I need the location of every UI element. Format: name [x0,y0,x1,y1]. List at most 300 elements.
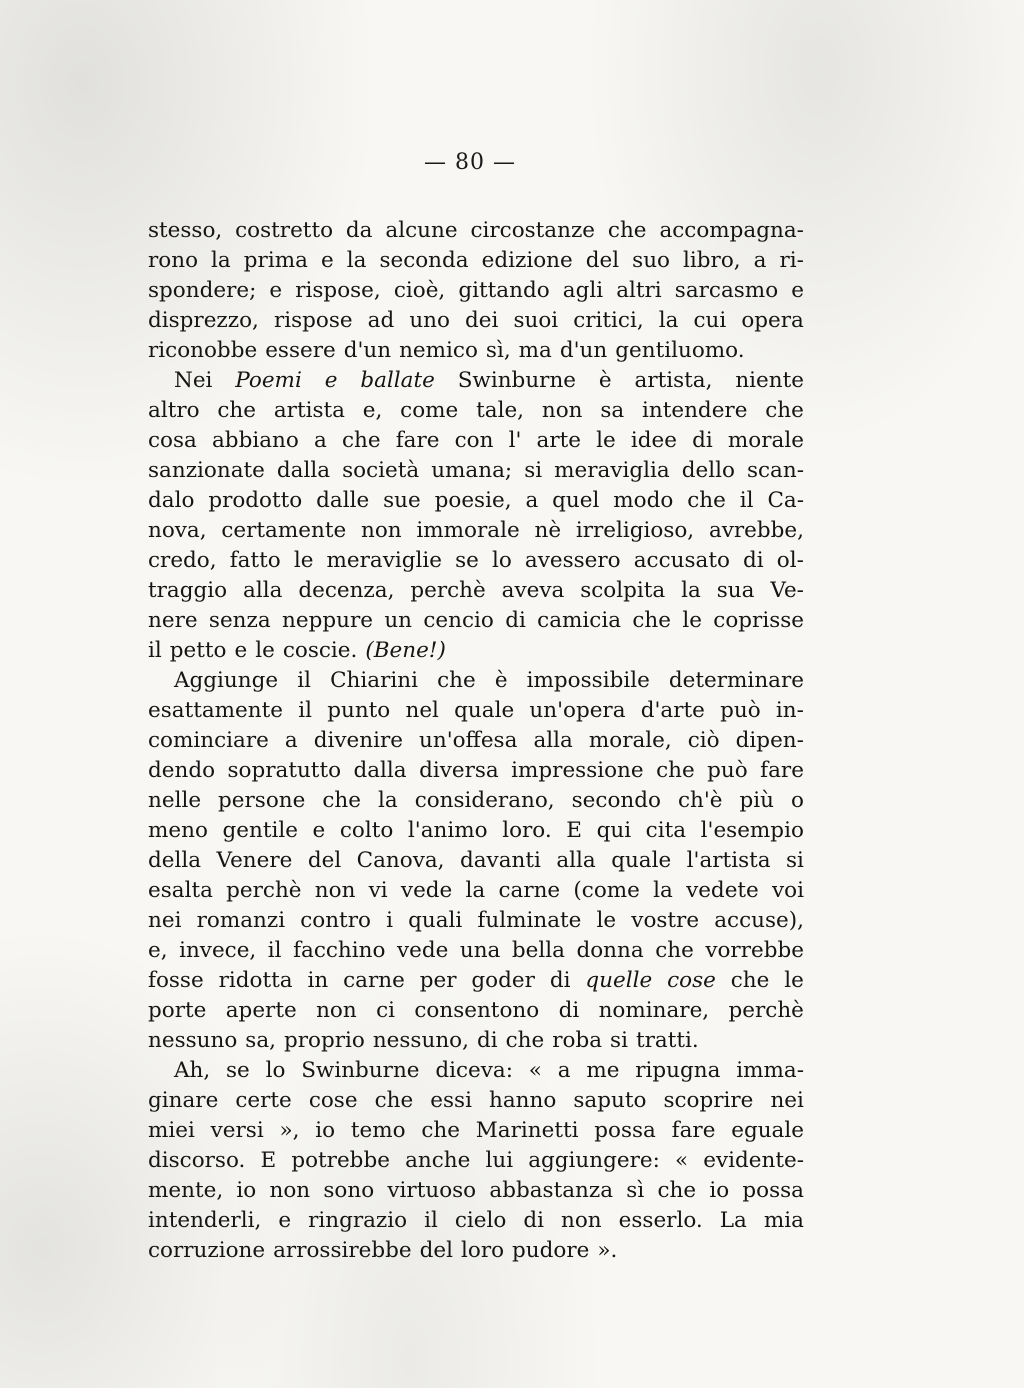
text-line [148,306,804,336]
word: non [314,878,356,903]
word: sa [600,398,625,423]
word: immorale [416,518,520,543]
word: dalle [316,488,370,513]
word: o [790,788,804,813]
word: cose [667,968,716,993]
text-line [148,846,804,876]
word: abbiano [211,428,299,453]
word: nominare, [598,998,710,1023]
word: non [269,1178,311,1203]
word: che [421,1118,460,1143]
word: di [523,1208,544,1233]
word: virtuoso [387,1178,477,1203]
text-line [148,1176,804,1206]
word: se [455,548,479,573]
word: proprio [283,1028,365,1053]
word: la [465,878,486,903]
word: cita [645,818,687,843]
word: di [549,968,571,993]
text-line [148,456,804,486]
word: le [682,608,702,633]
word: dei [465,308,499,333]
word: Ah, [174,1058,211,1083]
text-line [148,726,804,756]
word: nel [405,698,439,723]
text-line [148,426,804,456]
word: quale [454,698,515,723]
word: nè [534,518,562,543]
word: accompagna- [659,218,804,243]
word: si [610,1028,628,1053]
word: alla [533,728,573,753]
word: vi [368,878,388,903]
word: come [400,398,459,423]
word: e [269,278,283,303]
word: il [424,1208,438,1233]
word: e [320,248,334,273]
word: le [784,968,804,993]
word: facchino [293,938,386,963]
word: il [739,488,754,513]
word: nova, [148,518,207,543]
text-line [148,546,804,576]
word: ch'è [677,788,723,813]
word: d'un [343,338,392,363]
word: essere [265,338,336,363]
word: avessero [524,548,621,573]
word: perchè [226,878,302,903]
word: Chiarini [330,668,418,693]
word: ballate [360,368,435,393]
word: sopratutto [227,758,342,783]
text-line [148,1056,804,1086]
word: sì [626,1178,645,1203]
word: mente, [148,1178,224,1203]
word: può [720,698,761,723]
word: non [360,518,402,543]
word: che [374,1088,414,1113]
word: anche [405,1148,471,1173]
word: quelle [585,968,653,993]
word: stesso, [148,218,223,243]
word: a [284,728,298,753]
word: saputo [573,1088,647,1113]
word: scoprire [663,1088,754,1113]
text-line [148,996,804,1026]
word: fatto [229,548,281,573]
word: ripugna [635,1058,721,1083]
word: e, [362,398,383,423]
word: hanno [489,1088,557,1113]
word: intendere [642,398,748,423]
word: dalla [353,758,407,783]
word: (Bene!) [365,638,446,663]
word: non [561,1208,602,1233]
word: umana; [431,458,513,483]
word: opera [741,308,804,333]
text-line [148,696,804,726]
word: lo [491,548,512,573]
word: nei [770,1088,804,1113]
word: ri- [779,248,804,273]
text-line [148,816,804,846]
word: critici, [573,308,644,333]
text-line [148,516,804,546]
word: invece, [179,938,257,963]
word: a [557,1058,571,1083]
word: non [316,998,357,1023]
word: sua [716,578,755,603]
word: dalo [148,488,195,513]
word: la [681,578,701,603]
word: miei [148,1118,195,1143]
word: circostanze [470,218,596,243]
word: sì, [485,338,511,363]
word: divenire [313,728,403,753]
word: cui [693,308,727,333]
word: di [743,548,764,573]
text-line [148,276,804,306]
word: sa, [245,1028,276,1053]
word: ginare [148,1088,219,1113]
word: intenderli, [148,1208,262,1233]
word: che [505,1028,545,1053]
word: cosa [148,428,197,453]
word: uno [409,308,450,333]
word: rono [148,248,199,273]
word: idee [630,428,677,453]
word: Marinetti [475,1118,579,1143]
text-line [148,636,804,666]
word: irreligioso, [575,518,695,543]
word: d'arte [640,698,705,723]
word: spondere; [148,278,257,303]
word: cose [308,1088,358,1113]
word: carne [498,878,561,903]
word: esattamente [148,698,283,723]
word: la [211,248,231,273]
text-line [148,1236,804,1266]
word: carne [343,968,405,993]
word: un [384,608,413,633]
text-line [148,606,804,636]
word: porte [148,998,207,1023]
word: sue [383,488,421,513]
word: versi [210,1118,264,1143]
word: arrossirebbe [273,1238,412,1263]
text-line [148,336,804,366]
word: seconda [379,248,469,273]
word: temo [350,1118,406,1143]
word: ma [518,338,552,363]
word: cielo [454,1208,507,1233]
word: secondo [571,788,661,813]
word: che [217,398,257,423]
word: decenza, [298,578,395,603]
word: lo [265,1058,286,1083]
word: certamente [221,518,347,543]
word: libro, [683,248,741,273]
word: quel [552,488,600,513]
word: neppure [282,608,373,633]
word: coprisse [713,608,804,633]
word: modo [613,488,674,513]
word: petto [169,638,227,663]
word: l'animo [407,818,488,843]
word: il [297,668,311,693]
word: morale, [588,728,672,753]
word: in [307,968,329,993]
word: dalla [276,458,331,483]
word: Nei [174,368,213,393]
word: a [753,248,767,273]
word: cominciare [148,728,269,753]
word: « [674,1148,689,1173]
text-line [148,936,804,966]
word: il [298,698,312,723]
word: del [307,848,342,873]
text-line [148,666,804,696]
word: loro. [502,818,552,843]
text-line [148,576,804,606]
word: Ca- [767,488,804,513]
word: e [324,368,338,393]
word: più [739,788,774,813]
word: altri [616,278,662,303]
word: il [267,938,282,963]
word: arte [536,428,582,453]
word: tale, [476,398,525,423]
word: le [255,638,275,663]
text-line [148,1026,804,1056]
word: La [719,1208,747,1233]
word: E [260,1148,277,1173]
word: vorrebbe [705,938,804,963]
text-line [148,906,804,936]
text-line [148,1116,804,1146]
word: disprezzo, [148,308,259,333]
word: me [586,1058,620,1083]
word: d'un [559,338,608,363]
word: perchè [410,578,486,603]
word: ringrazio [308,1208,408,1233]
word: la [653,878,673,903]
word: accusato [633,548,730,573]
word: ». [597,1238,618,1263]
word: lui [485,1148,514,1173]
word: costretto [235,218,334,243]
word: di [692,428,713,453]
word: meno [148,818,208,843]
word: donna [576,938,644,963]
word: in- [775,698,804,723]
word: fulminate [477,908,582,933]
word: qui [596,818,632,843]
word: le [596,428,616,453]
word: di [505,608,526,633]
text-line [148,1086,804,1116]
word: discorso. [148,1148,246,1173]
word: suoi [513,308,559,333]
word: alla [243,578,283,603]
word: e, [148,938,168,963]
word: diceva: [435,1058,513,1083]
text-line [148,366,804,396]
word: della [148,848,202,873]
word: camicia [537,608,622,633]
word: roba [552,1028,603,1053]
word: esalta [148,878,213,903]
word: altro [148,398,200,423]
word: sarcasmo [674,278,779,303]
word: che [341,428,381,453]
word: romanzi [196,908,286,933]
word: dello [681,458,735,483]
word: quale [611,848,672,873]
word: considerano, [414,788,555,813]
word: suo [632,248,670,273]
word: mia [763,1208,804,1233]
text-line [148,786,804,816]
word: perchè [728,998,804,1023]
word: l'artista [686,848,771,873]
word: nessuno [148,1028,238,1053]
word: fare [671,1118,716,1143]
word: impossibile [526,668,650,693]
word: edizione [481,248,573,273]
word: i [386,908,393,933]
word: io [315,1118,336,1143]
word: avrebbe, [708,518,804,543]
word: aveva [501,578,565,603]
word: fosse [148,968,204,993]
word: goder [471,968,535,993]
word: e [312,818,326,843]
word: alla [556,848,596,873]
word: le [596,908,617,933]
word: del [585,248,620,273]
word: che [632,608,671,633]
word: di [476,1028,498,1053]
word: Aggiunge [174,668,279,693]
word: credo, [148,548,217,573]
word: riconobbe [148,338,258,363]
word: è [598,368,612,393]
word: scolpita [580,578,666,603]
word: l' [508,428,522,453]
word: eguale [731,1118,804,1143]
word: traggio [148,578,228,603]
word: bella [511,938,565,963]
word: potrebbe [291,1148,390,1173]
word: vedete [686,878,759,903]
word: nere [148,608,198,633]
text-line [148,1146,804,1176]
word: essi [430,1088,472,1113]
word: abbastanza [489,1178,614,1203]
word: Poemi [235,368,302,393]
text-line [148,396,804,426]
word: io [236,1178,257,1203]
word: per [419,968,457,993]
word: quali [408,908,463,933]
word: Canova, [356,848,445,873]
word: prima [243,248,308,273]
word: niente [735,368,804,393]
word: corruzione [148,1238,266,1263]
word: evidente- [703,1148,804,1173]
word: sono [323,1178,375,1203]
word: punto [327,698,391,723]
word: prodotto [208,488,303,513]
word: nelle [148,788,202,813]
word: persone [218,788,306,813]
word: gentile [222,818,298,843]
text-line [148,756,804,786]
word: io [709,1178,730,1203]
word: possa [742,1178,804,1203]
word: può [707,758,748,783]
word: che [687,488,726,513]
word: il [148,638,162,663]
word: rispose, [295,278,381,303]
word: imma- [736,1058,804,1083]
word: colto [339,818,394,843]
word: aperte [225,998,297,1023]
word: voi [772,878,804,903]
word: pudore [512,1238,590,1263]
text-line [148,246,804,276]
word: la [377,788,398,813]
word: rispose [273,308,353,333]
word: a [313,428,327,453]
word: Swinburne [457,368,577,393]
word: cioè, [393,278,446,303]
word: si [786,848,804,873]
word: che [437,668,476,693]
word: ci [376,998,395,1023]
word: aggiungere: [528,1148,660,1173]
word: è [494,668,508,693]
word: « [528,1058,542,1083]
word: artista [273,398,345,423]
word: l'esempio [700,818,804,843]
word: e [791,278,804,303]
word: E [566,818,582,843]
word: gittando [458,278,550,303]
word: certe [235,1088,292,1113]
word: non [541,398,583,423]
word: la [346,248,367,273]
word: nemico [399,338,478,363]
text-line [148,966,804,996]
word: determinare [668,668,804,693]
word: una [459,938,501,963]
word: loro [461,1238,505,1263]
word: meraviglia [554,458,670,483]
word: di [558,998,580,1023]
word: Venere [216,848,293,873]
word: del [419,1238,453,1263]
word: cencio [423,608,494,633]
word: che [607,218,647,243]
word: vostre [631,908,700,933]
word: vede [400,878,453,903]
word: se [226,1058,250,1083]
word: ol- [776,548,804,573]
word: fare [760,758,804,783]
word: tratti. [635,1028,699,1053]
